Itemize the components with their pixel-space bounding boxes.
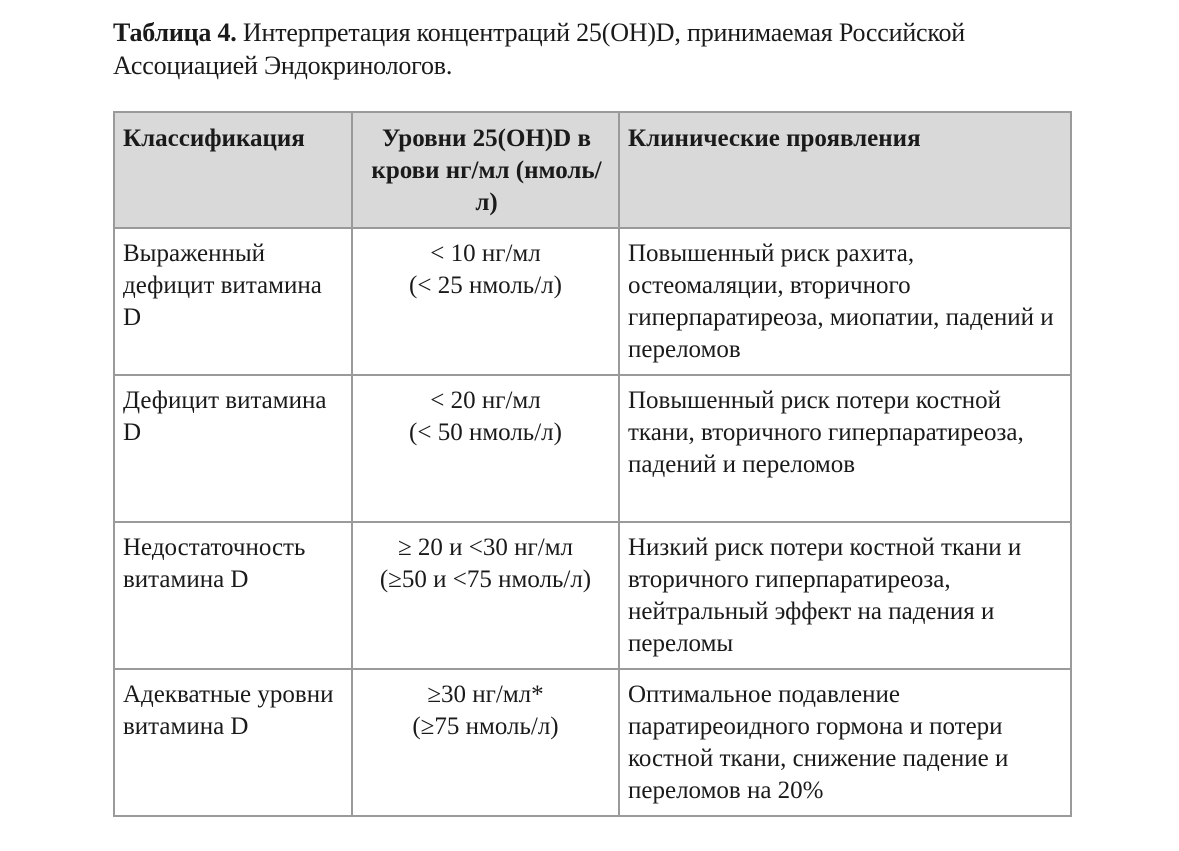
- cell-levels: [352, 375, 619, 522]
- level-nmol: (< 25 нмоль/л): [409, 272, 562, 299]
- table-row: [114, 522, 1071, 669]
- table-row: [114, 228, 1071, 375]
- header-clinical: Клинические проявления: [619, 112, 1071, 228]
- table-row: [114, 669, 1071, 816]
- caption-text: Интерпретация концентраций 25(OH)D, принимаемая Российской Ассоциацией Эндокринологов.: [113, 18, 965, 80]
- cell-levels: [352, 669, 619, 816]
- cell-classification: Выраженный дефицит витамина D: [114, 228, 352, 375]
- table-row: [114, 375, 1071, 522]
- cell-levels: [352, 522, 619, 669]
- cell-classification: Адекватные уровни витамина D: [114, 669, 352, 816]
- level-ng: ≥30 нг/мл*: [427, 681, 544, 708]
- cell-levels: [352, 228, 619, 375]
- level-ng: < 10 нг/мл: [430, 240, 541, 267]
- header-levels: Уровни 25(OH)D в крови нг/мл (нмоль/л): [352, 112, 619, 228]
- header-classification: Классификация: [114, 112, 352, 228]
- level-nmol: (< 50 нмоль/л): [409, 419, 562, 446]
- table-header-row: [114, 112, 1071, 228]
- level-nmol: (≥50 и <75 нмоль/л): [379, 566, 592, 593]
- table-caption: [113, 16, 1073, 82]
- cell-clinical: Повышенный риск рахита, остеомаляции, вторичного гиперпаратиреоза, миопатии, падений и переломов: [619, 228, 1071, 375]
- level-nmol: (≥75 нмоль/л): [412, 713, 559, 740]
- cell-clinical: Повышенный риск потери костной ткани, вторичного гиперпаратиреоза, падений и переломов: [619, 375, 1071, 522]
- caption-label: Таблица 4.: [113, 18, 237, 47]
- cell-classification: Дефицит витамина D: [114, 375, 352, 522]
- vitamin-d-table: [113, 111, 1072, 817]
- cell-clinical: Оптимальное подавление паратиреоидного гормона и потери костной ткани, снижение падение и переломов на 20%: [619, 669, 1071, 816]
- cell-clinical: Низкий риск потери костной ткани и вторичного гиперпаратиреоза, нейтральный эффект на падения и переломы: [619, 522, 1071, 669]
- vitamin-d-table-container: [113, 111, 1072, 817]
- cell-classification: Недостаточность витамина D: [114, 522, 352, 669]
- level-ng: < 20 нг/мл: [430, 387, 541, 414]
- level-ng: ≥ 20 и <30 нг/мл: [397, 534, 574, 561]
